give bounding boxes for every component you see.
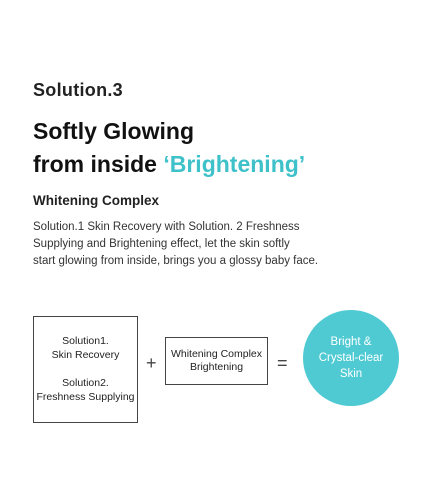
headline-line-1: Softly Glowing — [33, 118, 194, 144]
solution2-title: Solution2. — [62, 377, 109, 389]
plus-icon: + — [146, 353, 157, 373]
headline-line-2 — [33, 148, 305, 181]
solution2-text: Freshness Supplying — [36, 390, 135, 403]
headline — [33, 115, 305, 181]
solution1-group — [52, 335, 120, 362]
sub-title: Whitening Complex — [33, 193, 159, 208]
solution1-text: Skin Recovery — [51, 348, 120, 361]
whitening-title: Whitening Complex — [170, 347, 263, 360]
equals-icon: = — [277, 353, 288, 373]
solution1-title: Solution1. — [62, 335, 109, 347]
description — [33, 219, 393, 270]
result-line: Crystal-clear — [318, 352, 384, 364]
ingredient-box-solutions — [33, 316, 138, 423]
headline-line-2-prefix: from inside — [33, 151, 164, 177]
headline-accent: ‘Brightening’ — [163, 151, 306, 177]
result-line: Bright & — [330, 336, 372, 348]
solution2-group — [36, 377, 134, 404]
description-line: Supplying and Brightening effect, let the skin softly — [33, 238, 290, 250]
description-line: Solution.1 Skin Recovery with Solution. 2 Freshness — [33, 221, 300, 233]
ingredient-box-whitening — [165, 337, 268, 385]
whitening-text: Brightening — [189, 361, 244, 373]
result-line: Skin — [339, 368, 363, 380]
description-line: start glowing from inside, brings you a glossy baby face. — [33, 255, 319, 267]
result-circle — [303, 310, 399, 406]
solution-label: Solution.3 — [33, 80, 123, 100]
